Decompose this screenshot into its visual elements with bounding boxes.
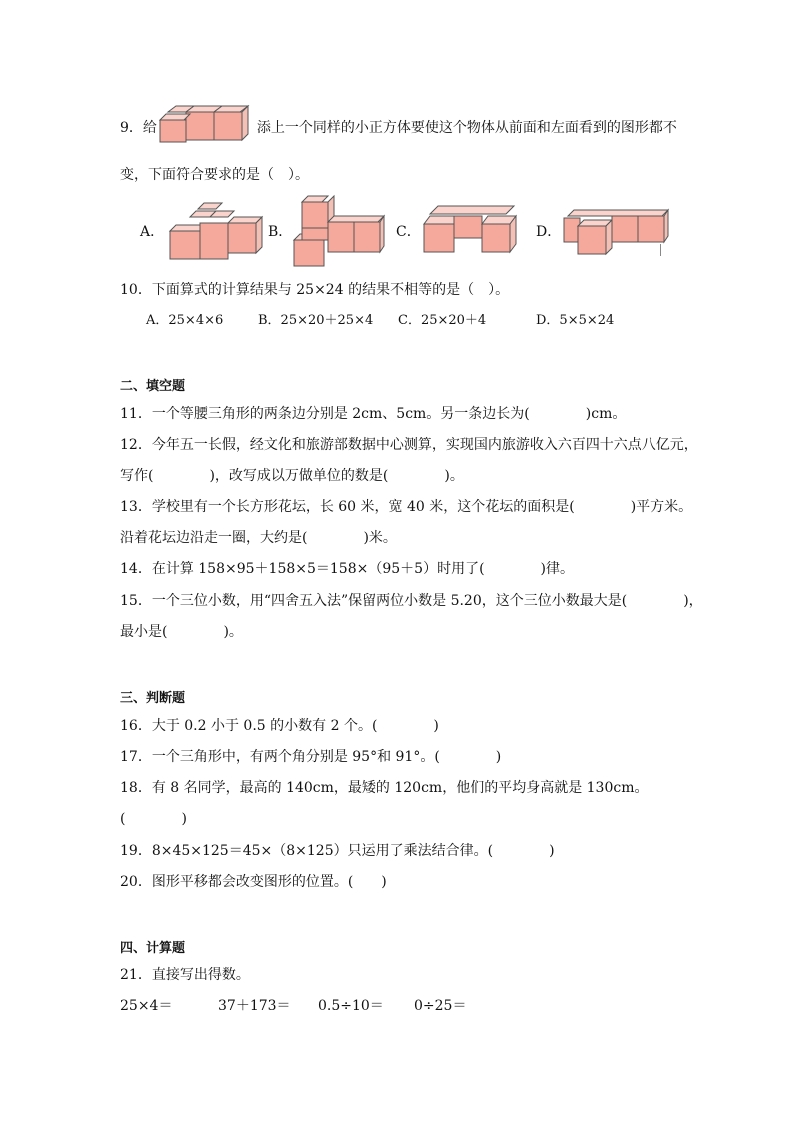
q10-option-d[interactable]: D．5×5×24 xyxy=(536,313,615,328)
calc-item: 37＋173＝ xyxy=(218,998,291,1014)
q12-text-line2: 写作( )，改写成以万做单位的数是( )。 xyxy=(120,468,464,484)
q9-text-line1: 添上一个同样的小正方体要使这个物体从前面和左面看到的图形都不 xyxy=(256,120,677,136)
q10-option-a[interactable]: A．25×4×6 xyxy=(146,313,224,328)
q13-text-line2: 沿着花坛边沿走一圈，大约是( )米。 xyxy=(120,530,397,546)
q9-option-a-label: A． xyxy=(140,224,165,240)
q21-calc-row xyxy=(120,996,466,1016)
section-title-true-false: 三、判断题 xyxy=(120,691,186,706)
q17-text: 17．一个三角形中，有两个角分别是 95°和 91°。( ) xyxy=(120,749,502,765)
q21-text: 21．直接写出得数。 xyxy=(120,967,250,983)
q12-text-line1: 12．今年五一长假，经文化和旅游部数据中心测算，实现国内旅游收入六百四十六点八亿元， xyxy=(120,437,698,453)
calc-item: 0÷25＝ xyxy=(414,998,467,1014)
q18-text-line2: ( ) xyxy=(120,811,187,827)
q10-text: 10．下面算式的计算结果与 25×24 的结果不相等的是（ ）。 xyxy=(120,282,510,298)
q9-option-d-figure[interactable] xyxy=(562,208,672,258)
calc-item: 0.5÷10＝ xyxy=(318,998,384,1014)
q15-text-line1: 15．一个三位小数，用“四舍五入法”保留两位小数是 5.20，这个三位小数最大是( )， xyxy=(120,593,703,609)
q15-text-line2: 最小是( )。 xyxy=(120,624,243,640)
q20-text: 20．图形平移都会改变图形的位置。( ) xyxy=(120,874,387,890)
q9-option-a-figure[interactable] xyxy=(168,203,264,259)
q13-text-line1: 13．学校里有一个长方形花坛，长 60 米，宽 40 米，这个花坛的面积是( )平方米。 xyxy=(120,499,693,515)
q11-text: 11．一个等腰三角形的两条边分别是 2cm、5cm。另一条边长为( )cm。 xyxy=(120,406,627,422)
q9-line2: 变，下面符合要求的是（ ）。 xyxy=(120,167,309,183)
q9-option-c-label: C． xyxy=(396,224,421,240)
q9-option-c-figure[interactable] xyxy=(422,206,518,256)
q9-option-d-label: D． xyxy=(536,224,562,240)
q9-option-b-figure[interactable] xyxy=(292,196,388,268)
q9-main-figure xyxy=(158,104,248,144)
q16-text: 16．大于 0.2 小于 0.5 的小数有 2 个。( ) xyxy=(120,718,439,734)
calc-item: 25×4＝ xyxy=(120,998,173,1014)
section-title-fill-in: 二、填空题 xyxy=(120,379,186,394)
q10-option-b[interactable]: B．25×20＋25×4 xyxy=(258,313,374,328)
q19-text: 19．8×45×125＝45×（8×125）只运用了乘法结合律。( ) xyxy=(120,843,555,859)
section-title-calculation: 四、计算题 xyxy=(120,941,186,956)
q9-option-d-tick xyxy=(660,244,661,256)
q10-option-c[interactable]: C．25×20＋4 xyxy=(398,313,487,328)
q9-prefix: 9．给 xyxy=(120,120,157,136)
q9-option-b-label: B． xyxy=(268,224,293,240)
q18-text-line1: 18．有 8 名同学，最高的 140cm，最矮的 120cm，他们的平均身高就是 130cm。 xyxy=(120,780,649,796)
q14-text: 14．在计算 158×95＋158×5＝158×（95＋5）时用了( )律。 xyxy=(120,561,574,577)
